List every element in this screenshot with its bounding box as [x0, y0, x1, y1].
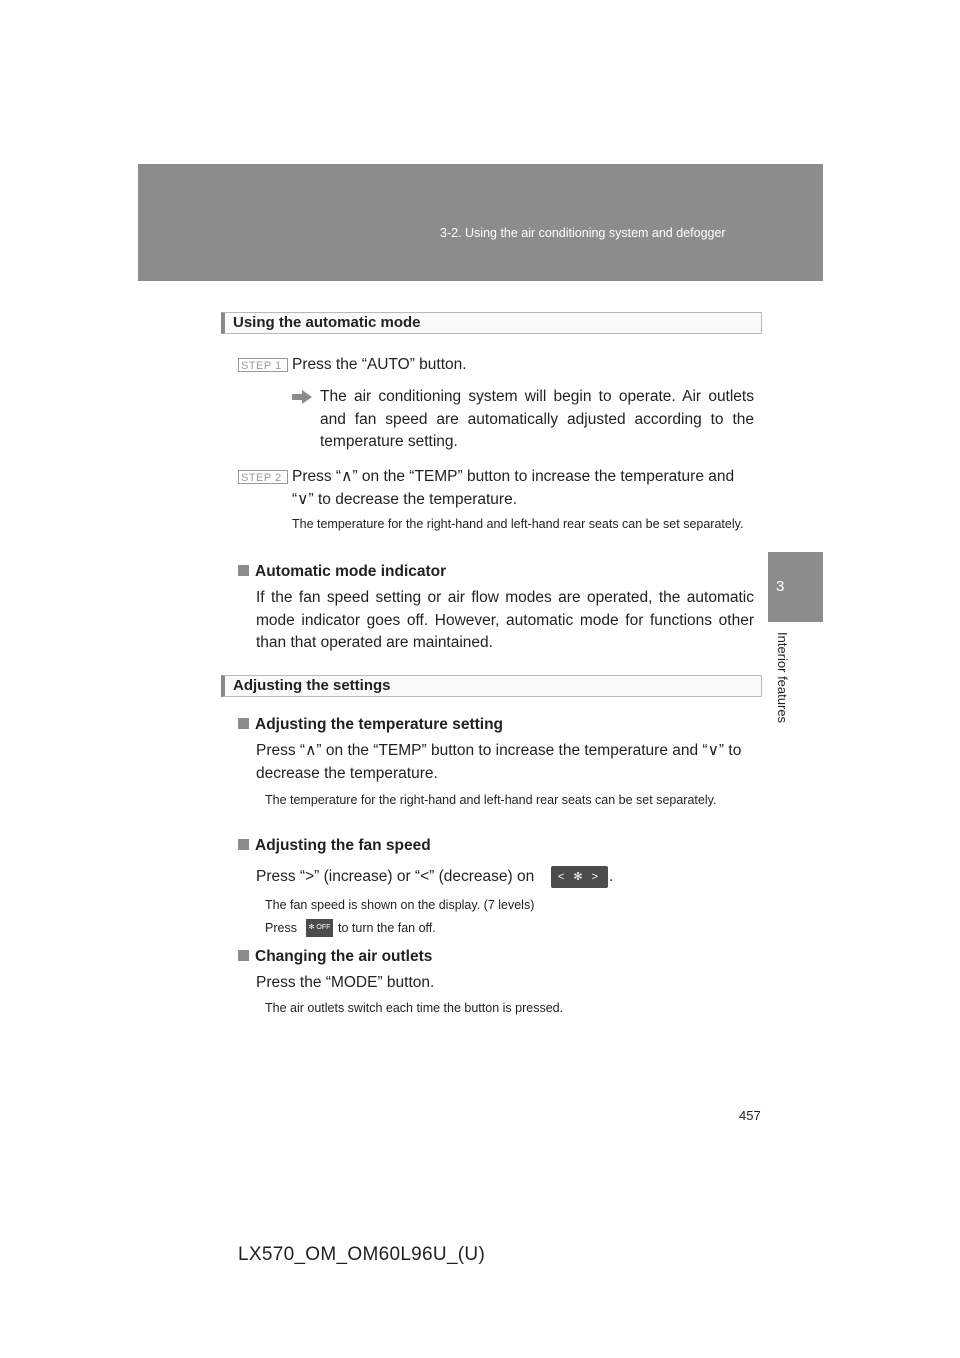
fan-off-text-end: to turn the fan off.: [338, 921, 436, 935]
fan-heading-label: Adjusting the fan speed: [255, 837, 431, 854]
bullet-square-icon: [238, 950, 249, 961]
document-code: LX570_OM_OM60L96U_(U): [238, 1244, 486, 1265]
mode-heading-label: Changing the air outlets: [255, 948, 433, 965]
section-header-settings: [221, 675, 762, 697]
mode-text: Press the “MODE” button.: [256, 974, 435, 991]
section-header-auto: [221, 312, 762, 334]
bullet-square-icon: [238, 718, 249, 729]
step-2-note: The temperature for the right-hand and left-hand rear seats can be set separately.: [292, 517, 744, 531]
indicator-text: If the fan speed setting or air flow modes are operated, the automatic mode indicator goes off. However, automatic mode for functions other than that operated are maintained.: [256, 589, 754, 651]
fan-off-button-icon: ✻ OFF: [306, 919, 333, 937]
step-1-badge: STEP 1: [238, 358, 288, 372]
fan-text: Press “>” (increase) or “<” (decrease) on: [256, 868, 535, 885]
section-title: Using the automatic mode: [233, 314, 421, 331]
page-number: 457: [739, 1108, 761, 1123]
arrow-right-icon: [292, 390, 312, 404]
indicator-heading: [238, 561, 446, 583]
bullet-square-icon: [238, 839, 249, 850]
section-title: Adjusting the settings: [233, 677, 391, 694]
indicator-heading-label: Automatic mode indicator: [255, 563, 447, 580]
bullet-square-icon: [238, 565, 249, 576]
running-header-title: 3-2. Using the air conditioning system and defogger: [440, 226, 726, 240]
step-2-text: Press “∧” on the “TEMP” button to increase the temperature and “∨” to decrease the temperature.: [292, 468, 735, 508]
temp-heading: [238, 714, 503, 736]
step-1-text: Press the “AUTO” button.: [292, 356, 467, 373]
fan-text-end: .: [609, 868, 614, 885]
temp-note: The temperature for the right-hand and left-hand rear seats can be set separately.: [265, 793, 717, 807]
fan-speed-button-icon: < ✻ >: [551, 866, 608, 888]
step-1-result: The air conditioning system will begin to operate. Air outlets and fan speed are automatically adjusted according to the temperature setting.: [320, 388, 754, 450]
header-band: [138, 164, 823, 281]
fan-heading: [238, 835, 431, 857]
chapter-label: Interior features: [775, 632, 790, 724]
chapter-number: 3: [776, 578, 785, 595]
fan-off-text: Press: [265, 921, 297, 935]
temp-text: Press “∧” on the “TEMP” button to increase the temperature and “∨” to decrease the temperature.: [256, 742, 742, 782]
step-2-badge: STEP 2: [238, 470, 288, 484]
fan-note: The fan speed is shown on the display. (7 levels): [265, 898, 535, 912]
mode-heading: [238, 946, 432, 968]
temp-heading-label: Adjusting the temperature setting: [255, 716, 504, 733]
mode-note: The air outlets switch each time the button is pressed.: [265, 1001, 564, 1015]
